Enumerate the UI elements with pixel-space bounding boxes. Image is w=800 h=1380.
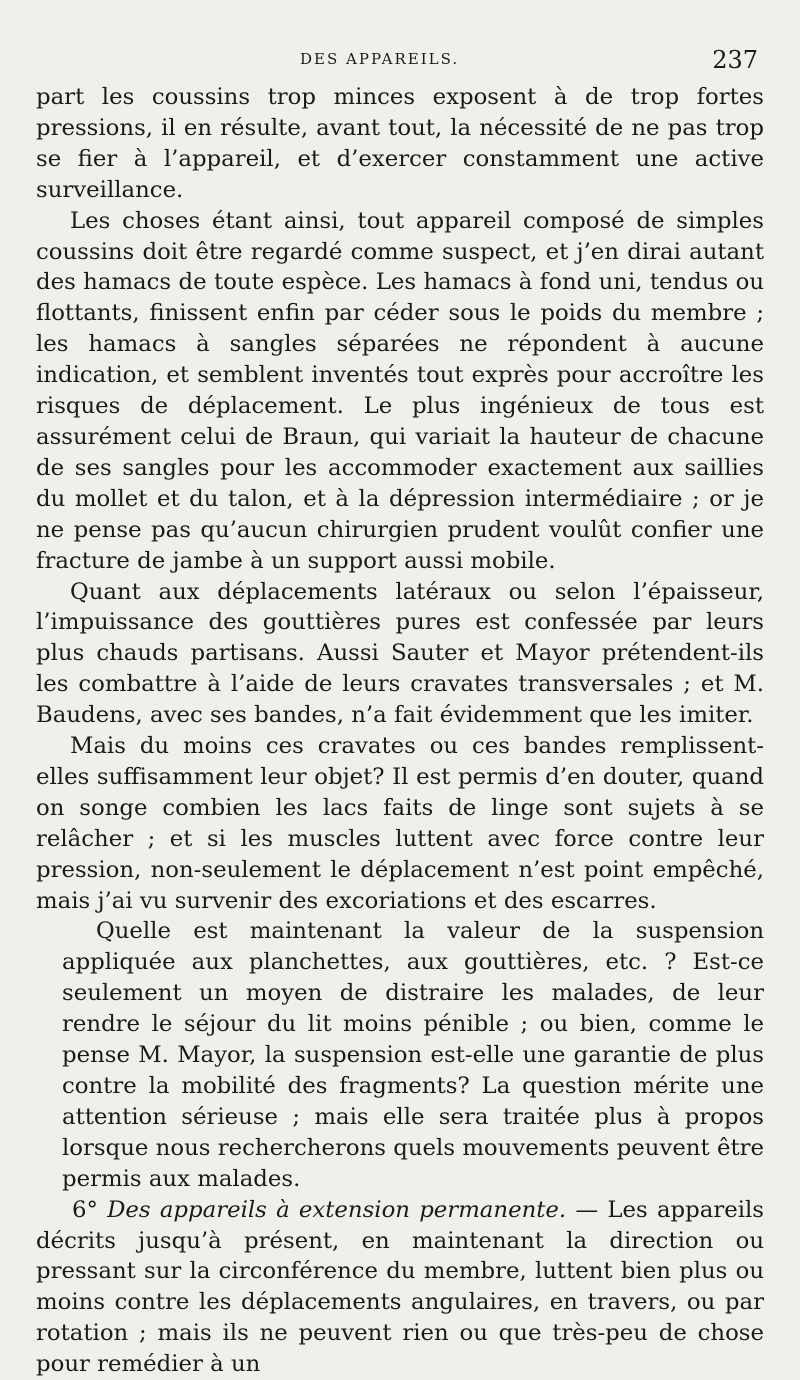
section-number: 6° xyxy=(72,1196,98,1223)
paragraph-5: Quelle est maintenant la valeur de la suspension appliquée aux planchettes, aux gouttières, etc. ? Est-ce seulement un moyen de distraire les malades, de leur rendre le séjour du lit moins pénible ; ou bien, comme le pense M. Mayor, la suspension est-elle une garantie de plus contre la mobilité des fragments? La question mérite une attention sérieuse ; mais elle sera traitée plus à propos lorsque nous rechercherons quels mouvements peuvent être permis aux malades. xyxy=(62,918,764,1192)
paragraph-3: Quant aux déplacements latéraux ou selon l’épaisseur, l’impuissance des gouttières pures est confessée par leurs plus chauds partisans. Aussi Sauter et Mayor prétendent-ils les combattre à l’aide de leurs cravates transversales ; et M. Baudens, avec ses bandes, n’a fait évidemment que les imiter. xyxy=(36,578,764,729)
section-heading: Des appareils à extension permanente. xyxy=(107,1196,567,1223)
running-title: DES APPAREILS. xyxy=(300,50,460,68)
paragraph-2: Les choses étant ainsi, tout appareil composé de simples coussins doit être regardé comme suspect, et j’en dirai autant des hamacs de toute espèce. Les hamacs à fond uni, tendus ou flottants, finissent enfin par céder sous le poids du membre ; les hamacs à sangles séparées ne répondent à aucune indication, et semblent inventés tout exprès pour accroître les risques de déplacement. Le plus ingénieux de tous est assurément celui de Braun, qui variait la hauteur de chacune de ses sangles pour les accommoder exactement aux saillies du mollet et du talon, et à la dépression intermédiaire ; or je ne pense pas qu’aucun chirurgien prudent voulût confier une fracture de jambe à un support aussi mobile. xyxy=(36,207,764,574)
running-head xyxy=(38,46,758,76)
body-text xyxy=(36,82,764,1380)
section-paragraph xyxy=(36,1195,764,1380)
paragraph-1: part les coussins trop minces exposent à de trop fortes pressions, il en résulte, avant tout, la nécessité de ne pas trop se fier à l’appareil, et d’exercer constamment une active surveillance. xyxy=(36,84,764,203)
paragraph-4: Mais du moins ces cravates ou ces bandes remplissent-elles suffisamment leur objet? Il est permis d’en douter, quand on songe combien les lacs faits de linge sont sujets à se relâcher ; et si les muscles luttent avec force contre leur pression, non-seulement le déplacement n’est point empêché, mais j’ai vu survenir des excoriations et des escarres. xyxy=(36,733,764,914)
section-text: — Les appareils décrits jusqu’à présent, en maintenant la direction ou pressant sur la circonférence du membre, luttent bien plus ou moins contre les déplacements angulaires, en travers, ou par rotation ; mais ils ne peuvent rien ou que très-peu de chose pour remédier à un xyxy=(36,1196,765,1378)
page-number: 237 xyxy=(712,46,758,74)
